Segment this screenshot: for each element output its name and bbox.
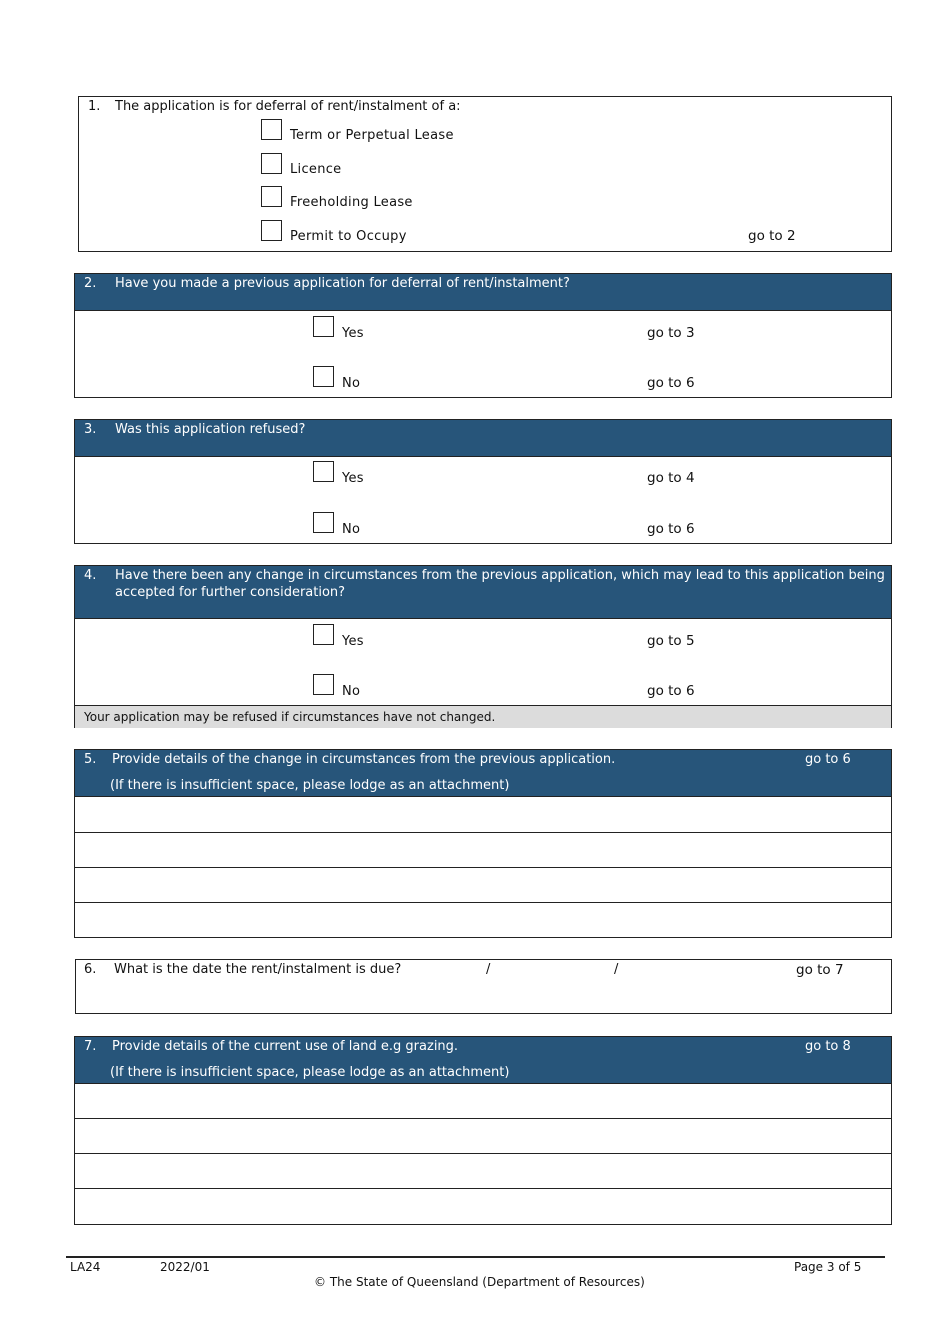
option-term-or-perpetual-lease-label: Term or Perpetual Lease <box>290 128 454 143</box>
checkbox-q3-no[interactable] <box>313 512 334 533</box>
q7-answer-line-4[interactable] <box>75 1189 891 1224</box>
question-2-text: Have you made a previous application for deferral of rent/instalment? <box>115 276 570 291</box>
q2-yes-label: Yes <box>342 326 364 341</box>
q7-answer-line-2[interactable] <box>75 1119 891 1153</box>
question-2-header <box>75 274 891 311</box>
question-7-text: Provide details of the current use of land e.g grazing. <box>112 1039 459 1054</box>
question-1-text: The application is for deferral of rent/instalment of a: <box>115 99 461 114</box>
q2-no-goto: go to 6 <box>647 375 695 391</box>
q3-yes-label: Yes <box>342 471 364 486</box>
question-4-note-text: Your application may be refused if circumstances have not changed. <box>84 710 496 724</box>
question-5-header <box>75 750 891 797</box>
question-7-header <box>75 1037 891 1084</box>
footer-version: 2022/01 <box>160 1260 210 1274</box>
q3-no-label: No <box>342 522 361 537</box>
checkbox-q2-no[interactable] <box>313 366 334 387</box>
checkbox-q4-yes[interactable] <box>313 624 334 645</box>
footer-form-code: LA24 <box>70 1260 101 1274</box>
checkbox-freeholding-lease[interactable] <box>261 186 282 207</box>
footer-copyright: © The State of Queensland (Department of Resources) <box>314 1275 645 1289</box>
q7-answer-line-1[interactable] <box>75 1084 891 1118</box>
date-separator-1: / <box>486 962 491 977</box>
q4-yes-label: Yes <box>342 634 364 649</box>
question-6-box <box>75 959 892 1014</box>
question-6-text: What is the date the rent/instalment is due? <box>114 962 402 977</box>
question-7-goto: go to 8 <box>805 1039 851 1054</box>
checkbox-licence[interactable] <box>261 153 282 174</box>
q7-answer-line-3[interactable] <box>75 1154 891 1188</box>
question-1-box <box>78 96 892 252</box>
footer-rule <box>66 1256 885 1258</box>
q4-no-goto: go to 6 <box>647 683 695 699</box>
date-month-field[interactable] <box>496 960 611 982</box>
question-7-box <box>74 1036 892 1225</box>
q2-no-label: No <box>342 376 361 391</box>
question-1-number: 1. <box>88 99 101 114</box>
question-4-note <box>75 705 891 728</box>
date-separator-2: / <box>614 962 619 977</box>
question-4-number: 4. <box>84 568 97 583</box>
q3-yes-goto: go to 4 <box>647 470 695 486</box>
q5-answer-line-4[interactable] <box>75 903 891 937</box>
checkbox-term-or-perpetual-lease[interactable] <box>261 119 282 140</box>
question-1-goto: go to 2 <box>748 228 796 244</box>
checkbox-q2-yes[interactable] <box>313 316 334 337</box>
q4-no-label: No <box>342 684 361 699</box>
question-5-goto: go to 6 <box>805 752 851 767</box>
question-7-subtext: (If there is insufficient space, please lodge as an attachment) <box>110 1065 510 1080</box>
question-3-box <box>74 419 892 544</box>
q3-no-goto: go to 6 <box>647 521 695 537</box>
q2-yes-goto: go to 3 <box>647 325 695 341</box>
q5-answer-line-1[interactable] <box>75 797 891 832</box>
q5-answer-line-2[interactable] <box>75 833 891 867</box>
option-permit-to-occupy-label: Permit to Occupy <box>290 229 407 244</box>
question-6-goto: go to 7 <box>796 962 844 978</box>
q4-yes-goto: go to 5 <box>647 633 695 649</box>
question-4-text-line2: accepted for further consideration? <box>115 585 346 600</box>
question-4-box <box>74 565 892 728</box>
question-4-header <box>75 566 891 619</box>
question-5-subtext: (If there is insufficient space, please lodge as an attachment) <box>110 778 510 793</box>
date-year-field[interactable] <box>626 960 786 982</box>
question-3-number: 3. <box>84 422 97 437</box>
checkbox-permit-to-occupy[interactable] <box>261 220 282 241</box>
question-2-number: 2. <box>84 276 97 291</box>
question-5-number: 5. <box>84 752 97 767</box>
question-2-box <box>74 273 892 398</box>
checkbox-q4-no[interactable] <box>313 674 334 695</box>
question-4-text-line1: Have there been any change in circumstances from the previous application, which may lead to this application being <box>115 568 885 583</box>
option-licence-label: Licence <box>290 162 342 177</box>
question-7-number: 7. <box>84 1039 97 1054</box>
option-freeholding-lease-label: Freeholding Lease <box>290 195 413 210</box>
q5-answer-line-3[interactable] <box>75 868 891 902</box>
question-6-number: 6. <box>84 962 97 977</box>
date-day-field[interactable] <box>406 960 482 982</box>
checkbox-q3-yes[interactable] <box>313 461 334 482</box>
question-3-header <box>75 420 891 457</box>
question-3-text: Was this application refused? <box>115 422 306 437</box>
footer-page-number: Page 3 of 5 <box>794 1260 862 1274</box>
question-5-text: Provide details of the change in circumstances from the previous application. <box>112 752 616 767</box>
question-5-box <box>74 749 892 938</box>
